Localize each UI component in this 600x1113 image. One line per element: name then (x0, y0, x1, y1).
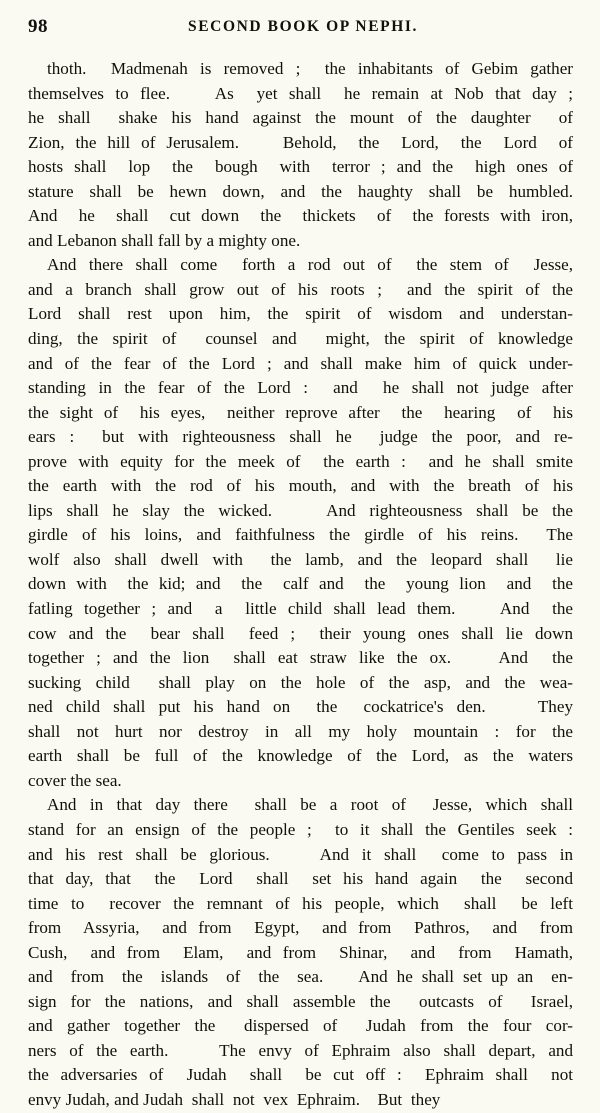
text-line: and Lebanon shall fall by a mighty one. (28, 230, 301, 250)
text-line: stand for an ensign of the people ; to it shall the Gentiles seek : (28, 819, 573, 839)
text-line: sucking child shall play on the hole of the asp, and the wea- (28, 672, 573, 692)
paragraph (28, 57, 573, 253)
text-line: and his rest shall be glorious. And it shall come to pass in (28, 844, 573, 864)
text-line: down with the kid; and the calf and the young lion and the (28, 574, 573, 594)
text-line: stature shall be hewn down, and the haughty shall be humbled. (28, 181, 573, 201)
paragraph (28, 793, 573, 1112)
text-line: envy Judah, and Judah shall not vex Ephraim. But they (28, 1089, 441, 1109)
text-line: the earth with the rod of his mouth, and with the breath of his (28, 476, 573, 496)
text-line: standing in the fear of the Lord : and he shall not judge after (28, 378, 573, 398)
paragraph (28, 253, 573, 793)
text-line: the sight of his eyes, neither reprove after the hearing of his (28, 402, 573, 422)
text-line: earth shall be full of the knowledge of the Lord, as the waters (28, 746, 573, 766)
text-line: girdle of his loins, and faithfulness the girdle of his reins. The (28, 525, 573, 545)
text-line: wolf also shall dwell with the lamb, and the leopard shall lie (28, 549, 573, 569)
text-line: hosts shall lop the bough with terror ; and the high ones of (28, 157, 573, 177)
text-line: ears : but with righteousness shall he judge the poor, and re- (28, 427, 573, 447)
body-text (28, 57, 573, 1113)
running-head (28, 14, 572, 40)
text-line: and of the fear of the Lord ; and shall make him of quick under- (28, 353, 573, 373)
text-line: cow and the bear shall feed ; their young ones shall lie down (28, 623, 573, 643)
text-line: and from the islands of the sea. And he shall set up an en- (28, 967, 573, 987)
text-line: sign for the nations, and shall assemble the outcasts of Israel, (28, 991, 573, 1011)
text-line: cover the sea. (28, 770, 122, 790)
text-line: Lord shall rest upon him, the spirit of wisdom and understan- (28, 304, 573, 324)
text-line: that day, that the Lord shall set his hand again the second (28, 869, 573, 889)
running-head-title: SECOND BOOK OP NEPHI. (188, 18, 418, 35)
text-line: ding, the spirit of counsel and might, the spirit of knowledge (28, 329, 573, 349)
text-line: Cush, and from Elam, and from Shinar, and from Hamath, (28, 942, 573, 962)
page-number: 98 (28, 16, 48, 37)
text-line: ners of the earth. The envy of Ephraim also shall depart, and (28, 1040, 573, 1060)
text-line: prove with equity for the meek of the earth : and he shall smite (28, 451, 573, 471)
text-line: together ; and the lion shall eat straw like the ox. And the (28, 648, 573, 668)
text-line: and a branch shall grow out of his roots ; and the spirit of the (28, 279, 573, 299)
text-line: thoth. Madmenah is removed ; the inhabitants of Gebim gather (47, 59, 573, 78)
text-line: lips shall he slay the wicked. And righteousness shall be the (28, 500, 573, 520)
text-line: And there shall come forth a rod out of the stem of Jesse, (47, 255, 573, 275)
text-line: fatling together ; and a little child shall lead them. And the (28, 599, 573, 619)
text-line: Zion, the hill of Jerusalem. Behold, the Lord, the Lord of (28, 132, 573, 152)
text-line: and gather together the dispersed of Judah from the four cor- (28, 1016, 573, 1036)
text-line: time to recover the remnant of his people, which shall be left (28, 893, 573, 913)
text-line: themselves to flee. As yet shall he remain at Nob that day ; (28, 83, 573, 103)
text-line: the adversaries of Judah shall be cut off : Ephraim shall not (28, 1065, 573, 1085)
text-line: he shall shake his hand against the mount of the daughter of (28, 108, 573, 128)
text-line: And in that day there shall be a root of Jesse, which shall (47, 795, 573, 815)
text-line: from Assyria, and from Egypt, and from Pathros, and from (28, 918, 573, 938)
text-line: And he shall cut down the thickets of the forests with iron, (28, 206, 573, 226)
text-line: ned child shall put his hand on the cockatrice's den. They (28, 697, 573, 717)
text-line: shall not hurt nor destroy in all my holy mountain : for the (28, 721, 573, 741)
